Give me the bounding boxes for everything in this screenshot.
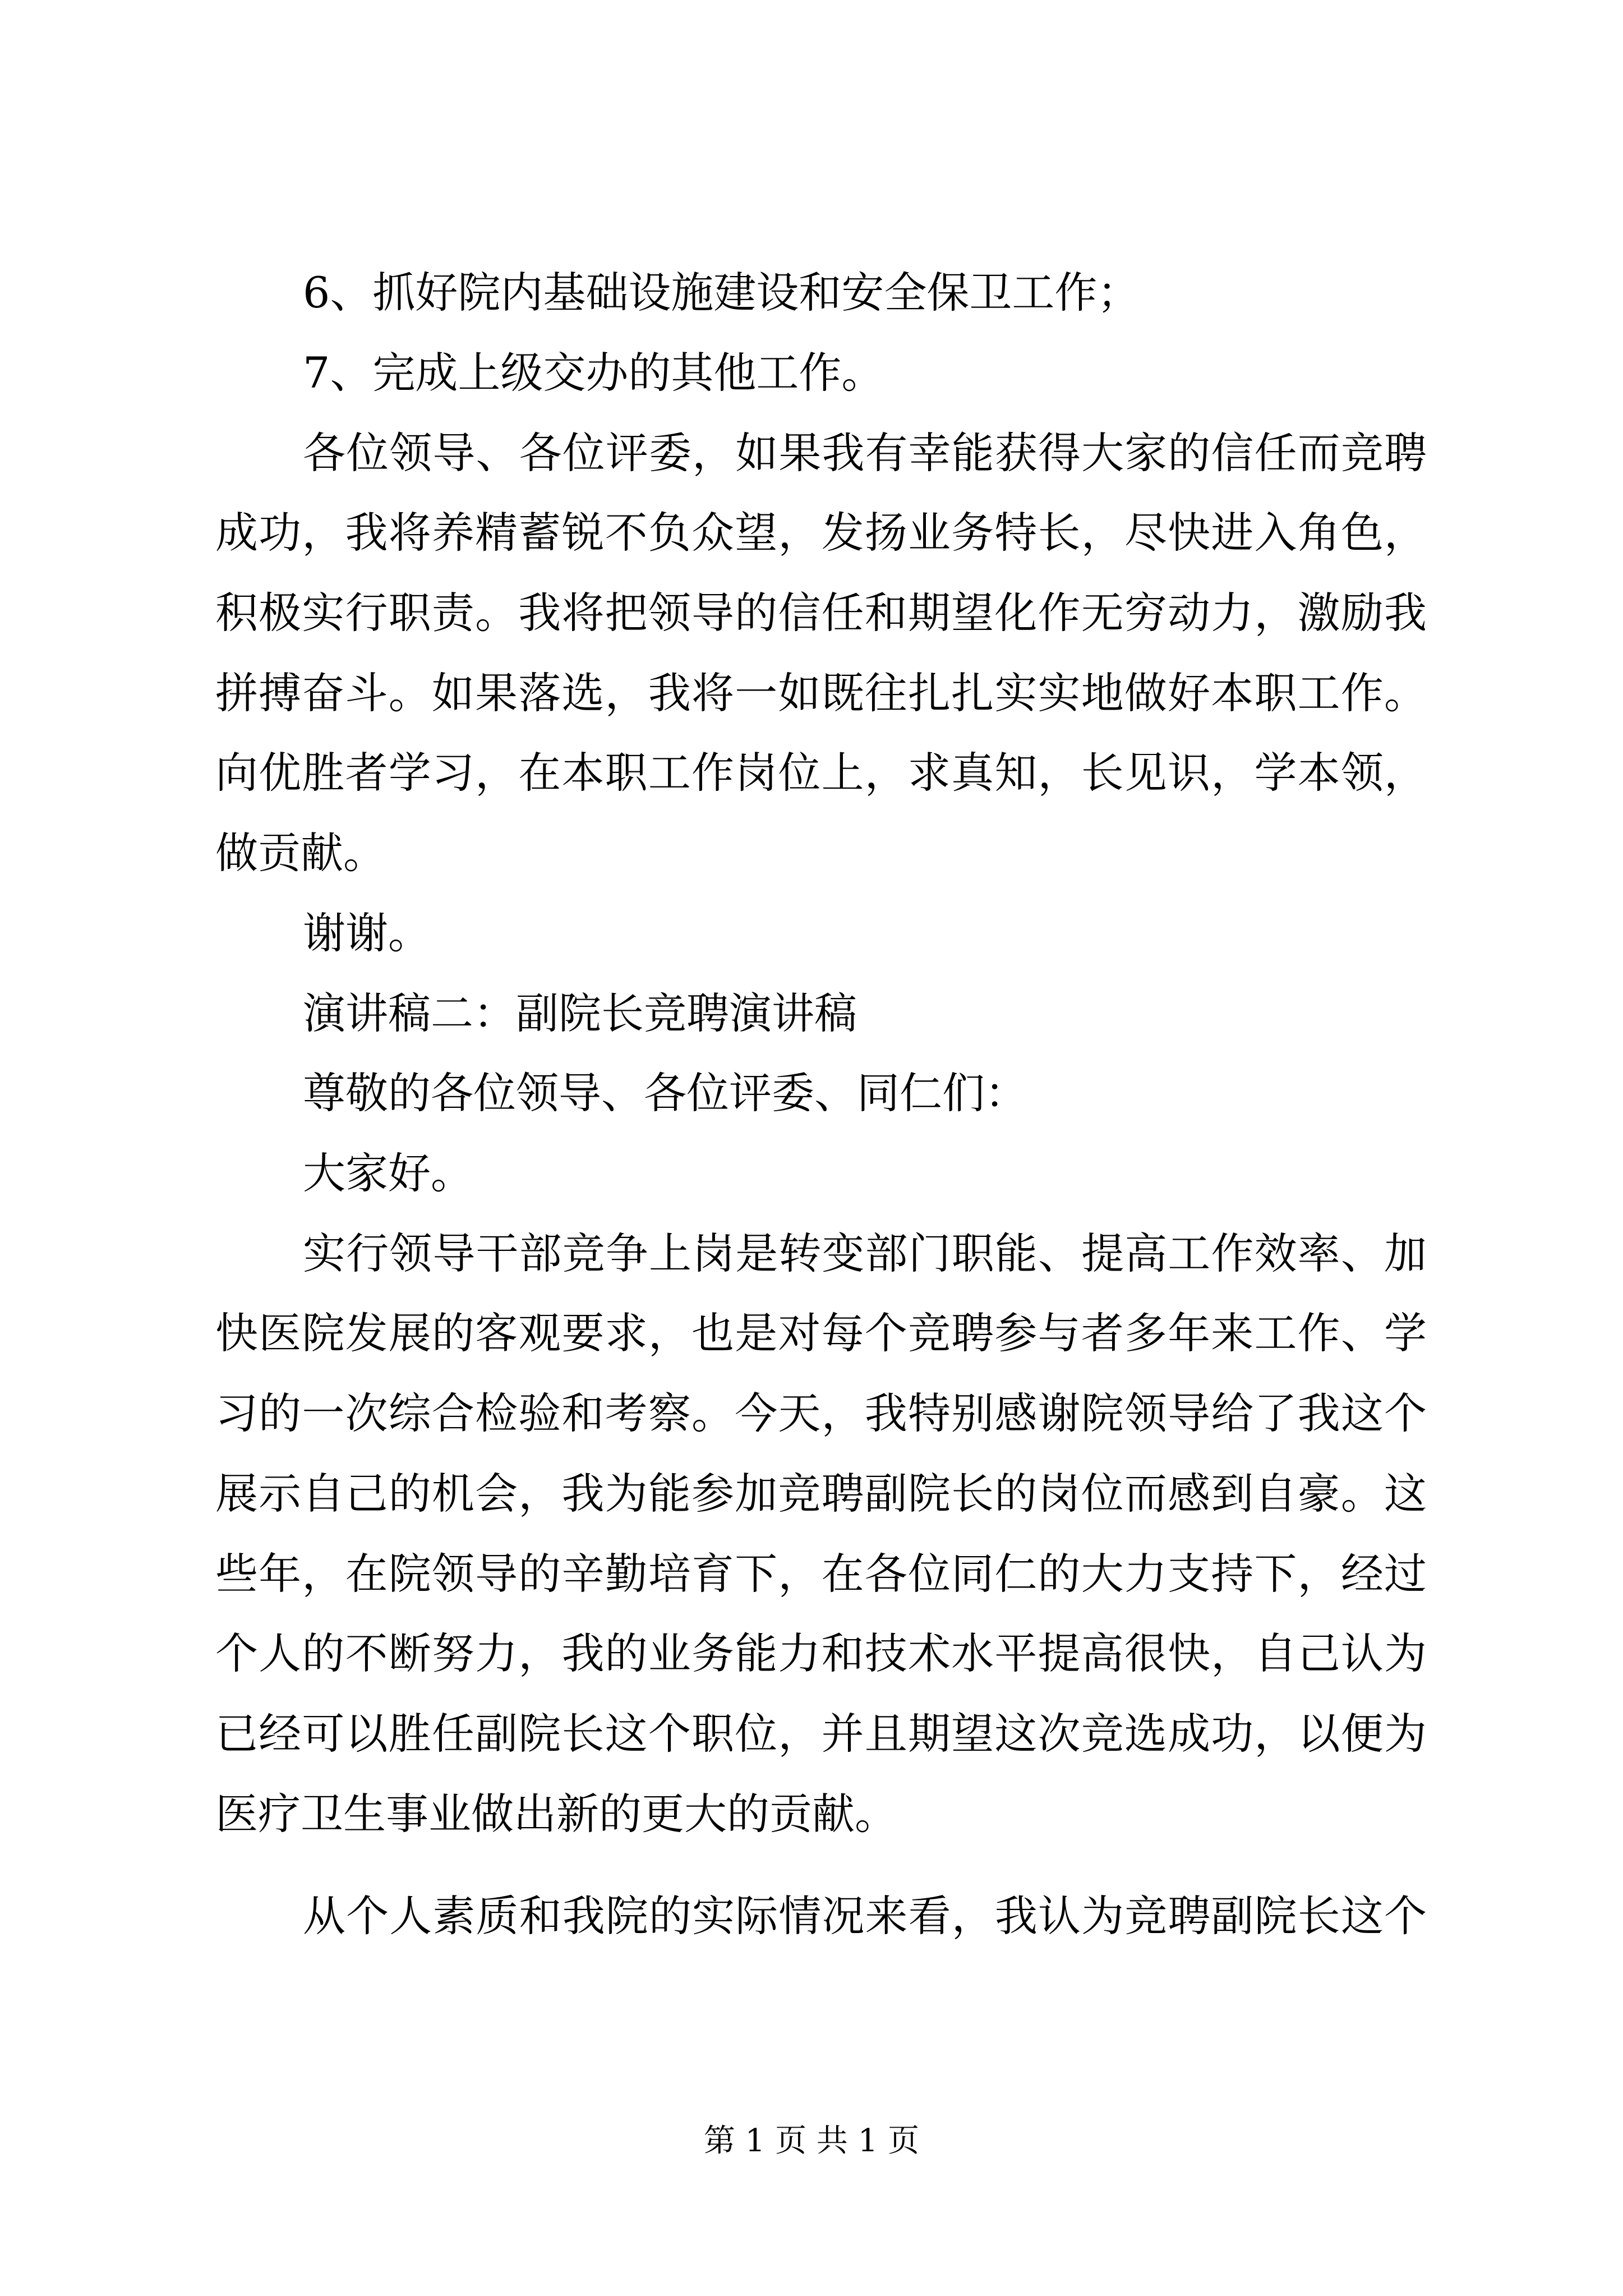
paragraph-line: 些年，在院领导的辛勤培育下，在各位同仁的大力支持下，经过 (215, 1549, 1427, 1599)
salutation: 尊敬的各位领导、各位评委、同仁们： (303, 1068, 1027, 1118)
paragraph-line: 实行领导干部竞争上岗是转变部门职能、提高工作效率、加 (303, 1228, 1427, 1278)
paragraph-line: 成功，我将养精蓄锐不负众望，发扬业务特长，尽快进入角色， (215, 508, 1427, 558)
paragraph-line: 向优胜者学习，在本职工作岗位上，求真知，长见识，学本领， (215, 748, 1427, 798)
list-item-6: 6、抓好院内基础设施建设和安全保卫工作； (303, 268, 1140, 318)
paragraph-line: 积极实行职责。我将把领导的信任和期望化作无穷动力，激励我 (215, 588, 1427, 638)
list-item-7: 7、完成上级交办的其他工作。 (303, 348, 884, 398)
section-title: 演讲稿二：副院长竞聘演讲稿 (303, 988, 857, 1038)
greeting: 大家好。 (303, 1148, 473, 1198)
paragraph-line: 已经可以胜任副院长这个职位，并且期望这次竞选成功，以便为 (215, 1709, 1427, 1759)
paragraph-line: 快医院发展的客观要求，也是对每个竞聘参与者多年来工作、学 (215, 1308, 1427, 1358)
paragraph-line: 习的一次综合检验和考察。今天，我特别感谢院领导给了我这个 (215, 1388, 1427, 1438)
thanks-line: 谢谢。 (303, 908, 431, 958)
paragraph-line: 做贡献。 (215, 828, 386, 878)
paragraph-line: 从个人素质和我院的实际情况来看，我认为竞聘副院长这个 (303, 1891, 1427, 1941)
page-footer: 第 1 页 共 1 页 (703, 2123, 920, 2159)
paragraph-line: 各位领导、各位评委，如果我有幸能获得大家的信任而竞聘 (303, 428, 1427, 478)
paragraph-line: 医疗卫生事业做出新的更大的贡献。 (215, 1789, 897, 1839)
paragraph-line: 个人的不断努力，我的业务能力和技术水平提高很快，自己认为 (215, 1628, 1427, 1678)
paragraph-line: 展示自己的机会，我为能参加竞聘副院长的岗位而感到自豪。这 (215, 1469, 1427, 1519)
paragraph-line: 拼搏奋斗。如果落选，我将一如既往扎扎实实地做好本职工作。 (215, 668, 1427, 718)
